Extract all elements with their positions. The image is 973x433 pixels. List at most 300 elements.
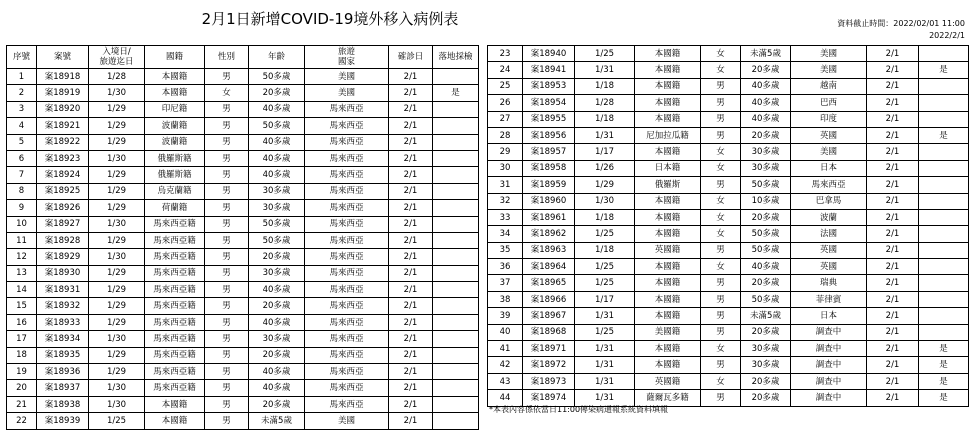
table-cell: 案18968 (523, 324, 575, 340)
table-cell: 案18963 (523, 242, 575, 258)
table-cell (919, 46, 969, 62)
table-cell: 本國籍 (635, 95, 701, 111)
table-cell: 1/29 (575, 177, 635, 193)
table-cell: 2/1 (389, 69, 433, 85)
table-cell: 1/26 (575, 160, 635, 176)
table-cell: 1/29 (89, 167, 145, 183)
table-cell: 21 (7, 396, 37, 412)
table-cell: 2/1 (867, 209, 919, 225)
table-cell: 1/30 (89, 331, 145, 347)
table-cell: 馬來西亞 (305, 314, 389, 330)
table-cell: 案18921 (37, 118, 89, 134)
table-cell: 本國籍 (635, 357, 701, 373)
table-cell: 馬來西亞 (305, 216, 389, 232)
table-cell: 26 (488, 95, 523, 111)
table-cell: 案18953 (523, 78, 575, 94)
table-cell: 1/29 (89, 183, 145, 199)
table-row (7, 396, 479, 412)
table-cell: 2/1 (389, 364, 433, 380)
table-cell: 1/25 (575, 275, 635, 291)
table-cell: 案18964 (523, 259, 575, 275)
table-cell: 馬來西亞籍 (145, 314, 205, 330)
table-cell: 40多歲 (249, 134, 305, 150)
table-row (488, 111, 969, 127)
table-cell: 男 (205, 118, 249, 134)
table-row (488, 324, 969, 340)
table-cell: 馬來西亞 (305, 282, 389, 298)
table-cell: 男 (205, 282, 249, 298)
table-cell: 50多歲 (741, 226, 791, 242)
table-cell: 美國 (305, 85, 389, 101)
table-cell: 男 (205, 265, 249, 281)
table-cell: 17 (7, 331, 37, 347)
header-cell: 國籍 (145, 46, 205, 69)
table-cell: 案18934 (37, 331, 89, 347)
table-cell (433, 167, 479, 183)
table-cell: 案18918 (37, 69, 89, 85)
table-cell: 1/28 (89, 69, 145, 85)
table-cell: 1/30 (89, 380, 145, 396)
table-row (488, 242, 969, 258)
table-row (488, 160, 969, 176)
table-cell: 50多歲 (249, 232, 305, 248)
table-cell: 案18931 (37, 282, 89, 298)
table-cell: 2/1 (867, 193, 919, 209)
table-cell: 案18973 (523, 373, 575, 389)
table-cell: 英國籍 (635, 373, 701, 389)
table-cell: 6 (7, 150, 37, 166)
table-cell: 馬來西亞籍 (145, 216, 205, 232)
table-cell: 20多歲 (741, 209, 791, 225)
table-cell: 2/1 (389, 134, 433, 150)
table-cell: 馬來西亞 (305, 380, 389, 396)
table-cell: 案18962 (523, 226, 575, 242)
table-cell: 25 (488, 78, 523, 94)
table-cell: 1 (7, 69, 37, 85)
table-cell: 本國籍 (635, 46, 701, 62)
table-cell (433, 331, 479, 347)
table-cell: 38 (488, 291, 523, 307)
table-cell: 男 (701, 177, 741, 193)
table-cell (919, 111, 969, 127)
table-cell: 2/1 (389, 314, 433, 330)
table-cell: 34 (488, 226, 523, 242)
table-cell: 27 (488, 111, 523, 127)
table-cell: 2/1 (867, 111, 919, 127)
table-cell: 案18933 (37, 314, 89, 330)
table-cell: 20多歲 (249, 298, 305, 314)
table-cell: 1/18 (575, 209, 635, 225)
table-cell (433, 216, 479, 232)
table-cell (433, 200, 479, 216)
table-cell: 11 (7, 232, 37, 248)
table-cell: 案18972 (523, 357, 575, 373)
table-cell: 1/29 (89, 364, 145, 380)
table-cell: 英國 (791, 259, 867, 275)
table-cell: 2/1 (389, 150, 433, 166)
table-cell: 50多歲 (741, 291, 791, 307)
table-cell: 是 (433, 85, 479, 101)
table-cell: 2/1 (389, 101, 433, 117)
table-cell: 20 (7, 380, 37, 396)
table-cell: 1/25 (89, 413, 145, 429)
table-cell: 20多歲 (249, 396, 305, 412)
table-cell: 日本籍 (635, 160, 701, 176)
table-cell: 本國籍 (145, 413, 205, 429)
table-cell: 男 (205, 216, 249, 232)
table-cell: 2/1 (867, 275, 919, 291)
header-cell: 案號 (37, 46, 89, 69)
table-cell: 調查中 (791, 357, 867, 373)
table-cell: 案18974 (523, 390, 575, 406)
table-cell: 未滿5歲 (741, 308, 791, 324)
table-cell (919, 291, 969, 307)
table-cell: 案18941 (523, 62, 575, 78)
table-cell: 案18939 (37, 413, 89, 429)
table-cell: 1/29 (89, 134, 145, 150)
table-cell: 2/1 (867, 308, 919, 324)
table-cell: 案18967 (523, 308, 575, 324)
table-cell: 40多歲 (249, 380, 305, 396)
table-row (7, 298, 479, 314)
table-row (488, 373, 969, 389)
table-cell: 本國籍 (635, 291, 701, 307)
table-cell: 本國籍 (145, 85, 205, 101)
table-cell: 案18938 (37, 396, 89, 412)
table-cell: 20多歲 (741, 275, 791, 291)
table-cell: 男 (701, 127, 741, 143)
table-cell: 2/1 (867, 160, 919, 176)
table-cell: 40多歲 (249, 101, 305, 117)
table-cell (433, 118, 479, 134)
table-cell: 2/1 (867, 144, 919, 160)
table-cell: 1/25 (575, 46, 635, 62)
table-cell: 女 (701, 62, 741, 78)
table-cell: 男 (701, 390, 741, 406)
table-row (7, 314, 479, 330)
table-cell: 男 (205, 183, 249, 199)
table-cell: 馬來西亞 (305, 200, 389, 216)
table-cell: 女 (701, 193, 741, 209)
table-cell: 本國籍 (635, 308, 701, 324)
table-cell: 40多歲 (741, 259, 791, 275)
table-row (488, 144, 969, 160)
table-cell (919, 308, 969, 324)
table-cell: 男 (205, 314, 249, 330)
table-cell: 是 (919, 357, 969, 373)
table-cell: 馬來西亞籍 (145, 364, 205, 380)
table-cell: 男 (205, 331, 249, 347)
table-cell: 美國 (791, 46, 867, 62)
table-cell: 19 (7, 364, 37, 380)
table-cell: 本國籍 (635, 62, 701, 78)
page-title: 2月1日新增COVID-19境外移入病例表 (201, 10, 459, 28)
table-cell: 男 (205, 396, 249, 412)
table-cell: 女 (701, 144, 741, 160)
table-cell: 2/1 (867, 62, 919, 78)
table-cell: 美國 (791, 144, 867, 160)
table-cell (919, 209, 969, 225)
table-cell: 1/31 (575, 373, 635, 389)
table-cell: 男 (205, 232, 249, 248)
table-cell: 男 (205, 413, 249, 429)
table-row (488, 193, 969, 209)
table-cell: 馬來西亞 (305, 232, 389, 248)
table-cell: 案18958 (523, 160, 575, 176)
table-cell: 荷蘭籍 (145, 200, 205, 216)
table-cell: 馬來西亞 (305, 167, 389, 183)
table-cell: 3 (7, 101, 37, 117)
table-cell: 薩爾瓦多籍 (635, 390, 701, 406)
table-row (488, 275, 969, 291)
table-cell: 20多歲 (249, 85, 305, 101)
table-cell: 1/17 (575, 291, 635, 307)
table-cell: 2/1 (389, 265, 433, 281)
table-cell: 1/31 (575, 308, 635, 324)
table-row (7, 150, 479, 166)
table-cell: 2/1 (389, 216, 433, 232)
table-cell (433, 265, 479, 281)
table-cell: 波蘭 (791, 209, 867, 225)
table-row (7, 282, 479, 298)
table-row (7, 380, 479, 396)
table-cell: 案18971 (523, 341, 575, 357)
table-cell: 31 (488, 177, 523, 193)
table-row (7, 413, 479, 429)
table-cell: 2/1 (867, 357, 919, 373)
table-cell: 男 (701, 324, 741, 340)
table-cell: 馬來西亞 (305, 364, 389, 380)
table-cell: 40多歲 (249, 150, 305, 166)
table-cell: 馬來西亞 (305, 134, 389, 150)
table-cell (433, 134, 479, 150)
table-cell: 馬來西亞 (305, 396, 389, 412)
table-cell: 40多歲 (249, 167, 305, 183)
table-cell (433, 380, 479, 396)
table-cell: 本國籍 (635, 209, 701, 225)
table-cell (433, 69, 479, 85)
table-row (7, 364, 479, 380)
table-cell (919, 160, 969, 176)
table-cell (919, 226, 969, 242)
table-cell: 調查中 (791, 341, 867, 357)
table-cell (919, 259, 969, 275)
table-cell: 30多歲 (741, 341, 791, 357)
table-cell: 32 (488, 193, 523, 209)
case-table-right (487, 45, 969, 407)
table-cell: 案18936 (37, 364, 89, 380)
table-cell: 調查中 (791, 324, 867, 340)
table-cell: 男 (205, 249, 249, 265)
table-cell: 馬來西亞 (305, 101, 389, 117)
table-cell: 14 (7, 282, 37, 298)
table-cell: 馬來西亞籍 (145, 282, 205, 298)
table-cell: 印尼籍 (145, 101, 205, 117)
table-row (7, 134, 479, 150)
table-cell: 本國籍 (635, 144, 701, 160)
table-cell: 1/28 (575, 95, 635, 111)
table-cell: 2/1 (867, 95, 919, 111)
table-cell (433, 150, 479, 166)
table-cell: 美國 (305, 413, 389, 429)
table-cell: 30多歲 (741, 144, 791, 160)
table-cell: 2/1 (867, 390, 919, 406)
table-row (7, 118, 479, 134)
table-cell: 案18919 (37, 85, 89, 101)
table-cell: 日本 (791, 308, 867, 324)
table-cell: 12 (7, 249, 37, 265)
table-cell: 俄羅斯 (635, 177, 701, 193)
table-cell: 50多歲 (741, 242, 791, 258)
table-cell: 案18930 (37, 265, 89, 281)
table-cell: 本國籍 (635, 193, 701, 209)
table-cell: 馬來西亞籍 (145, 249, 205, 265)
table-row (488, 127, 969, 143)
table-header-row (7, 46, 479, 69)
table-cell: 馬來西亞 (791, 177, 867, 193)
table-cell: 案18966 (523, 291, 575, 307)
table-row (488, 357, 969, 373)
table-cell: 案18954 (523, 95, 575, 111)
table-cell: 1/29 (89, 232, 145, 248)
table-cell (919, 242, 969, 258)
table-cell: 男 (205, 364, 249, 380)
table-cell: 案18937 (37, 380, 89, 396)
table-cell: 女 (701, 209, 741, 225)
table-cell (919, 324, 969, 340)
table-cell (433, 183, 479, 199)
table-cell: 案18927 (37, 216, 89, 232)
table-cell: 女 (701, 160, 741, 176)
table-cell: 調查中 (791, 390, 867, 406)
table-cell: 美國 (791, 62, 867, 78)
table-cell: 8 (7, 183, 37, 199)
table-cell: 男 (701, 291, 741, 307)
table-row (488, 78, 969, 94)
table-cell: 1/17 (575, 144, 635, 160)
table-row (488, 209, 969, 225)
table-row (488, 291, 969, 307)
table-cell: 本國籍 (145, 69, 205, 85)
table-cell: 是 (919, 127, 969, 143)
table-row (7, 167, 479, 183)
header-cell: 入境日/ 旅遊迄日 (89, 46, 145, 69)
table-cell: 英國 (791, 127, 867, 143)
table-row (7, 216, 479, 232)
report-meta (837, 18, 965, 42)
table-cell: 未滿5歲 (741, 46, 791, 62)
table-cell: 39 (488, 308, 523, 324)
table-cell: 20多歲 (249, 249, 305, 265)
table-cell: 9 (7, 200, 37, 216)
table-cell: 20多歲 (741, 373, 791, 389)
table-cell: 1/30 (89, 216, 145, 232)
table-cell: 男 (205, 167, 249, 183)
table-cell: 33 (488, 209, 523, 225)
table-cell: 案18935 (37, 347, 89, 363)
table-row (7, 101, 479, 117)
table-cell (919, 78, 969, 94)
table-cell: 20多歲 (741, 390, 791, 406)
table-cell (433, 347, 479, 363)
table-cell: 本國籍 (635, 226, 701, 242)
header-cell: 年齡 (249, 46, 305, 69)
table-cell: 1/29 (89, 101, 145, 117)
table-cell: 41 (488, 341, 523, 357)
table-cell (433, 232, 479, 248)
report-date: 2022/2/1 (929, 31, 965, 40)
table-cell: 案18940 (523, 46, 575, 62)
table-cell: 越南 (791, 78, 867, 94)
table-cell: 50多歲 (249, 69, 305, 85)
table-cell: 2/1 (867, 291, 919, 307)
table-row (488, 177, 969, 193)
table-row (7, 200, 479, 216)
table-cell (433, 314, 479, 330)
table-cell: 案18929 (37, 249, 89, 265)
table-row (7, 265, 479, 281)
table-cell: 馬來西亞 (305, 150, 389, 166)
table-row (7, 183, 479, 199)
table-cell: 案18959 (523, 177, 575, 193)
table-cell: 2/1 (867, 127, 919, 143)
table-cell: 案18923 (37, 150, 89, 166)
table-cell: 18 (7, 347, 37, 363)
table-cell: 男 (205, 101, 249, 117)
table-cell: 2/1 (867, 226, 919, 242)
table-cell: 案18965 (523, 275, 575, 291)
table-cell: 2/1 (389, 413, 433, 429)
table-cell: 1/18 (575, 111, 635, 127)
table-cell: 馬來西亞 (305, 331, 389, 347)
table-cell: 案18960 (523, 193, 575, 209)
table-cell: 菲律賓 (791, 291, 867, 307)
table-cell: 30多歲 (741, 357, 791, 373)
table-cell: 10多歲 (741, 193, 791, 209)
table-cell: 15 (7, 298, 37, 314)
table-cell: 10 (7, 216, 37, 232)
table-cell (919, 275, 969, 291)
table-cell (433, 298, 479, 314)
table-cell: 本國籍 (635, 259, 701, 275)
data-cutoff-time: 資料截止時間：2022/02/01 11:00 (837, 19, 965, 28)
table-row (7, 69, 479, 85)
table-cell (919, 193, 969, 209)
table-cell (433, 101, 479, 117)
table-cell: 2/1 (389, 347, 433, 363)
table-cell: 40多歲 (741, 78, 791, 94)
table-cell: 2/1 (389, 167, 433, 183)
table-row (488, 226, 969, 242)
table-cell: 2/1 (389, 298, 433, 314)
table-cell: 英國 (791, 242, 867, 258)
header-cell: 旅遊 國家 (305, 46, 389, 69)
table-row (7, 249, 479, 265)
table-cell: 馬來西亞 (305, 118, 389, 134)
table-cell: 女 (701, 341, 741, 357)
table-cell (433, 413, 479, 429)
table-cell: 2/1 (867, 324, 919, 340)
table-cell: 男 (701, 242, 741, 258)
table-cell (919, 144, 969, 160)
table-cell: 2/1 (389, 85, 433, 101)
table-cell: 1/31 (575, 341, 635, 357)
table-cell: 20多歲 (741, 324, 791, 340)
table-cell: 男 (205, 150, 249, 166)
table-cell: 1/18 (575, 242, 635, 258)
table-cell: 29 (488, 144, 523, 160)
table-cell: 1/30 (89, 85, 145, 101)
